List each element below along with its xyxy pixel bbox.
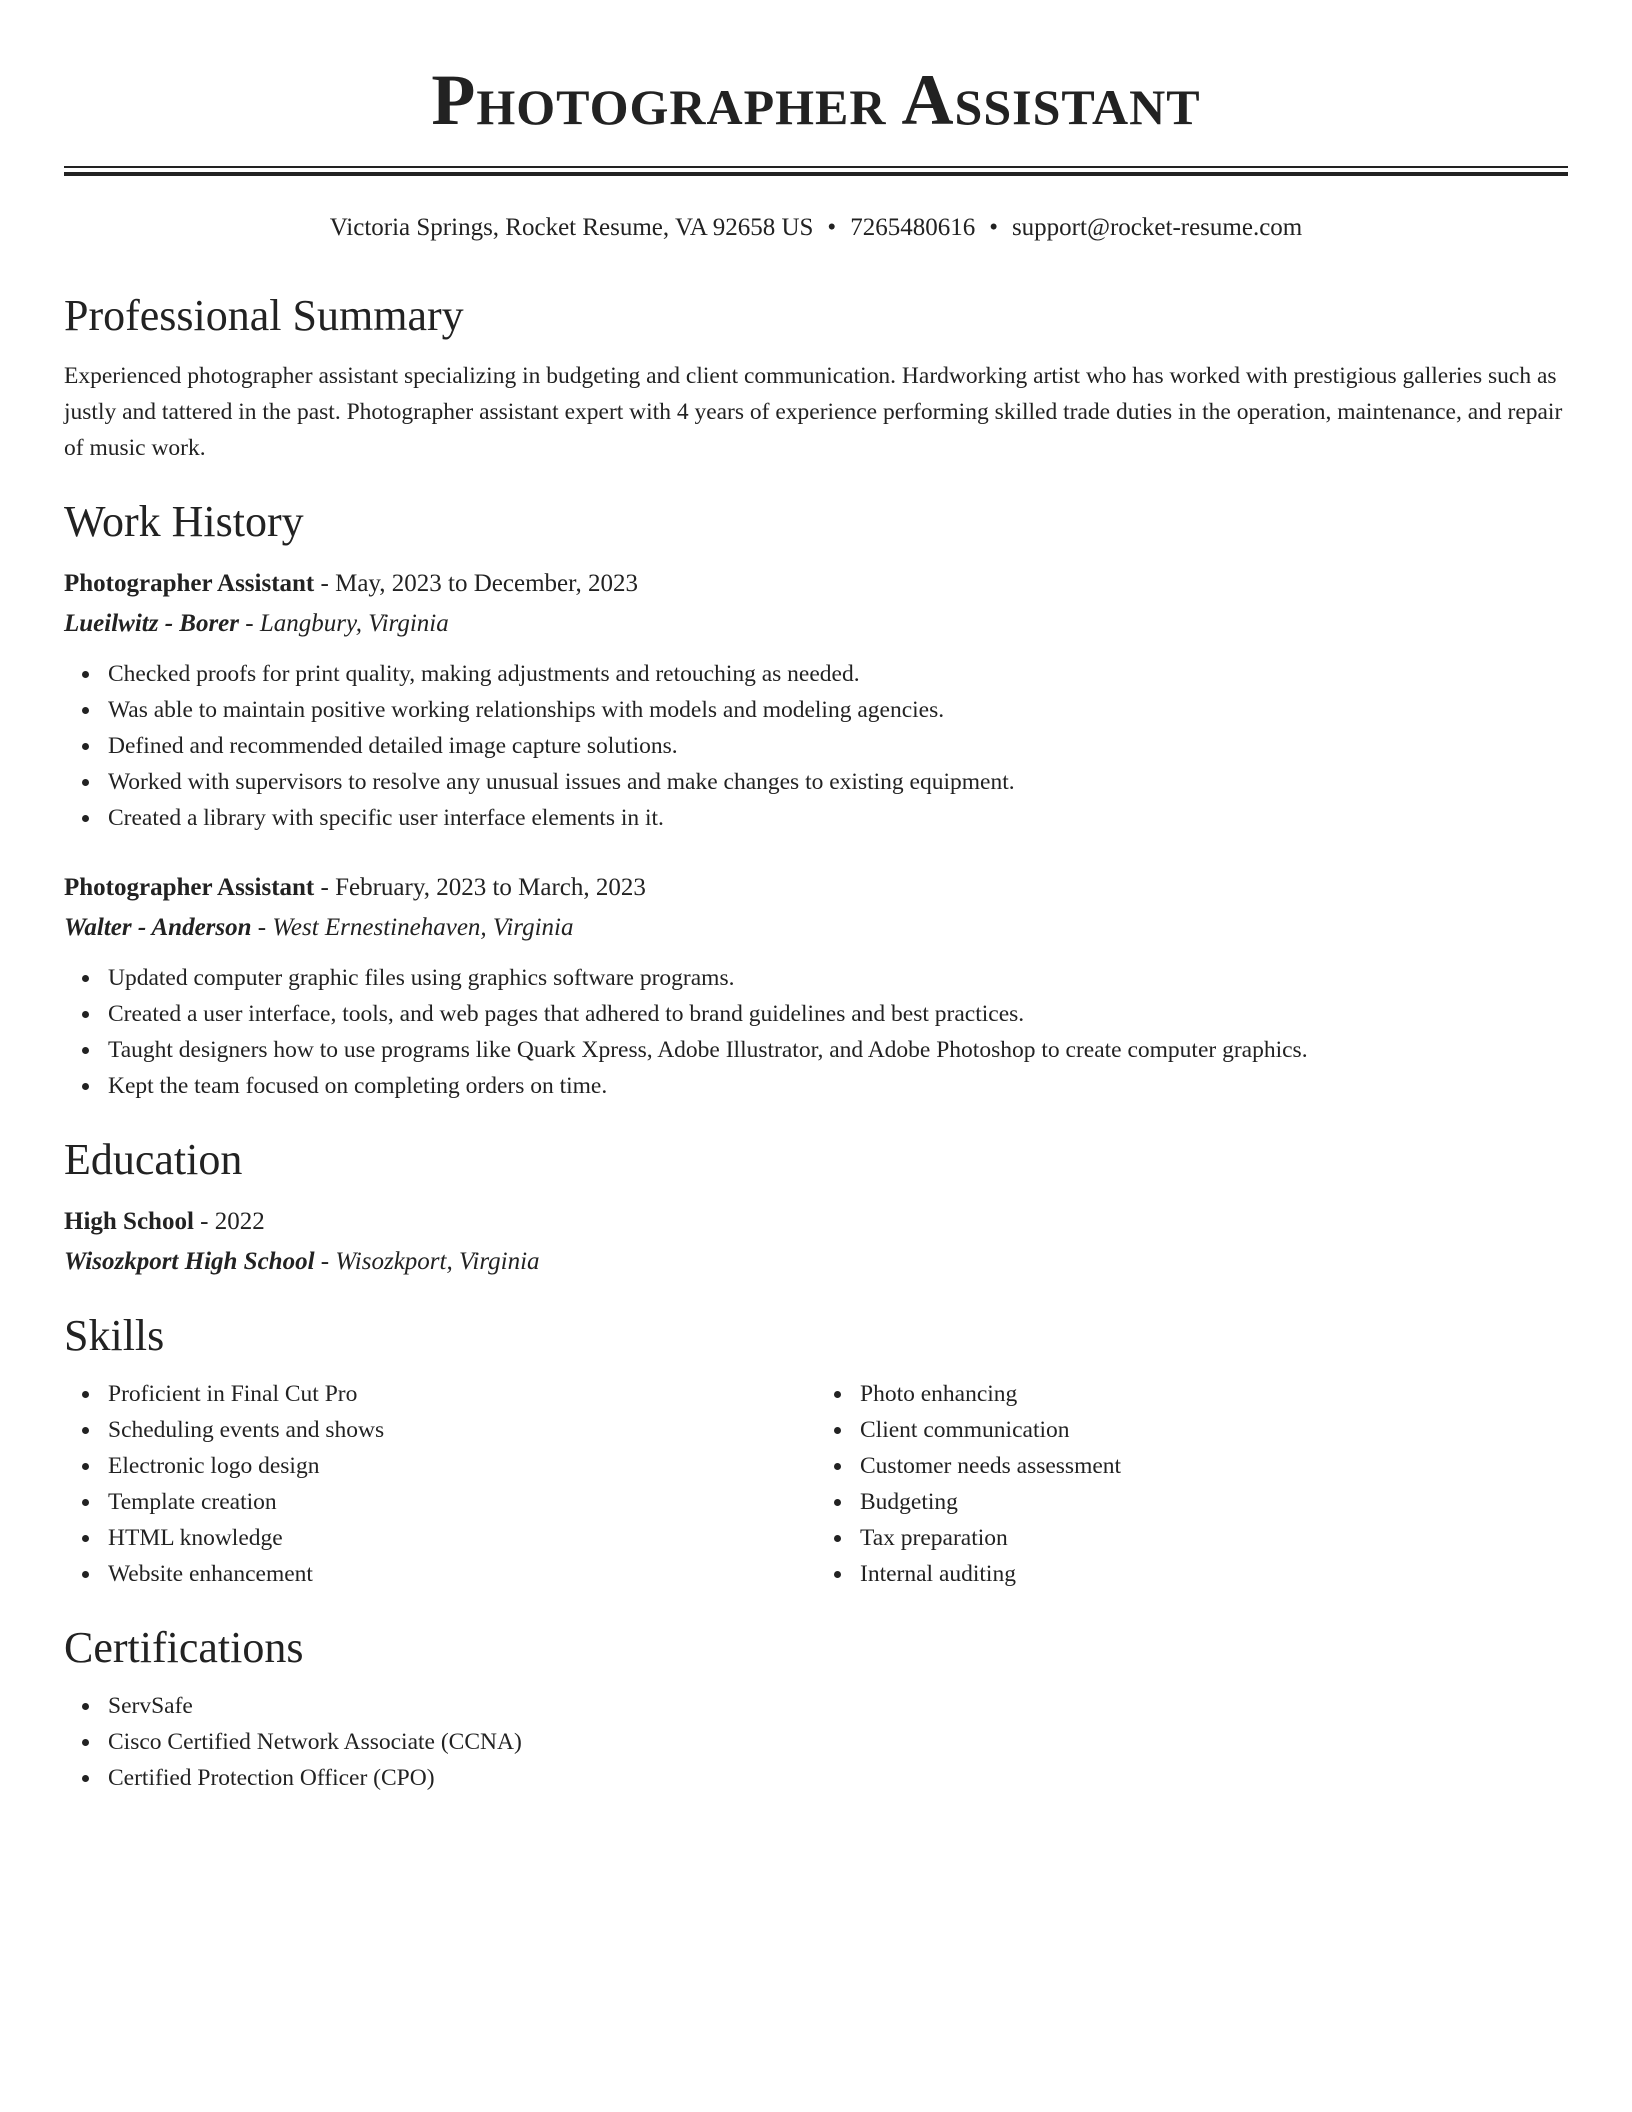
contact-phone: 7265480616: [850, 214, 976, 241]
contact-address: Victoria Springs, Rocket Resume, VA 92658 US: [329, 214, 814, 241]
list-item: Worked with supervisors to resolve any unusual issues and make changes to existing equipment.: [108, 764, 1568, 800]
education-school-line: [64, 1244, 1568, 1280]
job-title-line: [64, 566, 1568, 602]
job-entry: [64, 566, 1568, 836]
education-degree-line: [64, 1204, 1568, 1240]
header-divider: [64, 166, 1568, 176]
job-company-line: [64, 606, 1568, 642]
job-location: - Langbury, Virginia: [239, 610, 449, 637]
summary-heading: Professional Summary: [64, 291, 464, 340]
list-item: Budgeting: [860, 1484, 1568, 1520]
education-year: - 2022: [193, 1208, 265, 1235]
list-item: Customer needs assessment: [860, 1448, 1568, 1484]
skills-list-left: [64, 1376, 816, 1592]
resume-name: Photographer Assistant: [431, 60, 1201, 140]
work-history-heading: Work History: [64, 497, 304, 546]
contact-separator: •: [827, 214, 837, 241]
certifications-heading: Certifications: [64, 1623, 304, 1672]
list-item: Cisco Certified Network Associate (CCNA): [108, 1724, 1568, 1760]
list-item: Kept the team focused on completing orders on time.: [108, 1068, 1568, 1104]
list-item: Tax preparation: [860, 1520, 1568, 1556]
list-item: Client communication: [860, 1412, 1568, 1448]
list-item: Template creation: [108, 1484, 816, 1520]
skills-section: [64, 1310, 1568, 1592]
education-heading: Education: [64, 1135, 243, 1184]
list-item: Website enhancement: [108, 1556, 816, 1592]
job-duties: [64, 656, 1568, 836]
skills-list-right: [816, 1376, 1568, 1592]
job-entry: [64, 870, 1568, 1104]
contact-email: support@rocket-resume.com: [1011, 214, 1303, 241]
job-duties: [64, 960, 1568, 1104]
list-item: Proficient in Final Cut Pro: [108, 1376, 816, 1412]
job-location: - West Ernestinehaven, Virginia: [251, 914, 574, 941]
skills-grid: [64, 1376, 1568, 1592]
list-item: Created a library with specific user interface elements in it.: [108, 800, 1568, 836]
list-item: Taught designers how to use programs like Quark Xpress, Adobe Illustrator, and Adobe Photoshop to create computer graphics.: [108, 1032, 1568, 1068]
job-title-line: [64, 870, 1568, 906]
list-item: HTML knowledge: [108, 1520, 816, 1556]
certifications-list: [64, 1688, 1568, 1796]
list-item: Scheduling events and shows: [108, 1412, 816, 1448]
education-section: [64, 1134, 1568, 1280]
education-school: Wisozkport High School: [64, 1248, 315, 1275]
job-company-line: [64, 910, 1568, 946]
contact-separator: •: [989, 214, 998, 241]
skills-heading: Skills: [64, 1311, 165, 1360]
list-item: Defined and recommended detailed image capture solutions.: [108, 728, 1568, 764]
job-title: Photographer Assistant: [64, 874, 315, 901]
job-title: Photographer Assistant: [64, 570, 315, 597]
education-location: - Wisozkport, Virginia: [314, 1248, 540, 1275]
list-item: ServSafe: [108, 1688, 1568, 1724]
summary-text: Experienced photographer assistant specializing in budgeting and client communication. Hardworking artist who has worked with prestigious galleries such as justly and tattered in the past. Photographer assistant expert with 4 years of experience performing skilled trade duties in the operation, maintenance, and repair of music work.: [64, 363, 1563, 461]
list-item: Electronic logo design: [108, 1448, 816, 1484]
list-item: Updated computer graphic files using graphics software programs.: [108, 960, 1568, 996]
job-company: Lueilwitz - Borer: [64, 610, 240, 637]
list-item: Internal auditing: [860, 1556, 1568, 1592]
job-company: Walter - Anderson: [64, 914, 252, 941]
job-dates: - February, 2023 to March, 2023: [314, 874, 646, 901]
list-item: Checked proofs for print quality, making adjustments and retouching as needed.: [108, 656, 1568, 692]
summary-section: [64, 290, 1568, 466]
work-history-section: [64, 496, 1568, 1104]
list-item: Was able to maintain positive working relationships with models and modeling agencies.: [108, 692, 1568, 728]
list-item: Photo enhancing: [860, 1376, 1568, 1412]
education-degree: High School: [64, 1208, 194, 1235]
certifications-section: [64, 1622, 1568, 1796]
list-item: Created a user interface, tools, and web pages that adhered to brand guidelines and best practices.: [108, 996, 1568, 1032]
job-dates: - May, 2023 to December, 2023: [314, 570, 638, 597]
list-item: Certified Protection Officer (CPO): [108, 1760, 1568, 1796]
contact-line: [64, 212, 1568, 244]
